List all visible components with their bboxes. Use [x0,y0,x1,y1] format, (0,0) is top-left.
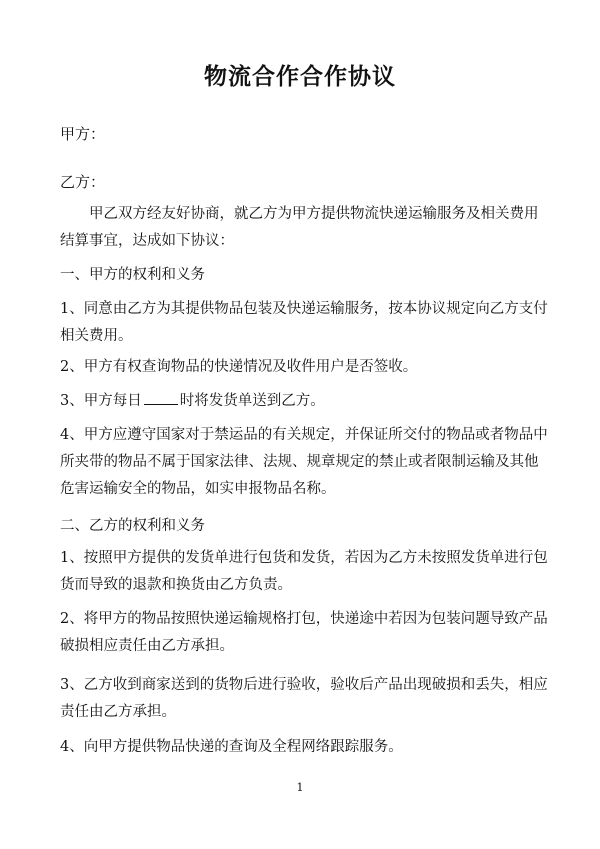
section1-item-3 [60,388,550,415]
section2-item-1: 1、按照甲方提供的发货单进行包货和发货，若因为乙方未按照发货单进行包货而导致的退款和换货由乙方负责。 [60,550,548,593]
party-a-label: 甲方： [60,125,106,143]
item3-text-after: 时将发货单送到乙方。 [179,393,325,409]
document-title: 物流合作合作协议 [204,64,396,90]
item3-text-before: 3、甲方每日 [60,393,142,409]
section2-item-4: 4、向甲方提供物品快递的查询及全程网络跟踪服务。 [60,739,403,755]
section1-item-1: 1、同意由乙方为其提供物品包装及快递运输服务，按本协议规定向乙方支付相关费用。 [60,301,548,344]
time-blank-line [144,390,178,405]
section2-item-2: 2、将甲方的物品按照快递运输规格打包，快递途中若因为包装问题导致产品破损相应责任由乙方承担。 [60,611,548,654]
section1-item-2: 2、甲方有权查询物品的快递情况及收件用户是否签收。 [60,359,418,375]
section1-heading: 一、甲方的权利和义务 [60,267,205,283]
party-b-label: 乙方： [60,173,106,191]
page-number: 1 [296,781,304,794]
section2-heading: 二、乙方的权利和义务 [60,518,205,534]
section1-item-4: 4、甲方应遵守国家对于禁运品的有关规定，并保证所交付的物品或者物品中所夹带的物品不属于国家法律、法规、规章规定的禁止或者限制运输及其他危害运输安全的物品，如实申报物品名称。 [60,427,548,497]
section2-item-3: 3、乙方收到商家送到的货物后进行验收，验收后产品出现破损和丢失，相应责任由乙方承担。 [60,677,548,720]
intro-paragraph: 甲乙双方经友好协商，就乙方为甲方提供物流快递运输服务及相关费用结算事宜，达成如下协议： [60,206,539,249]
